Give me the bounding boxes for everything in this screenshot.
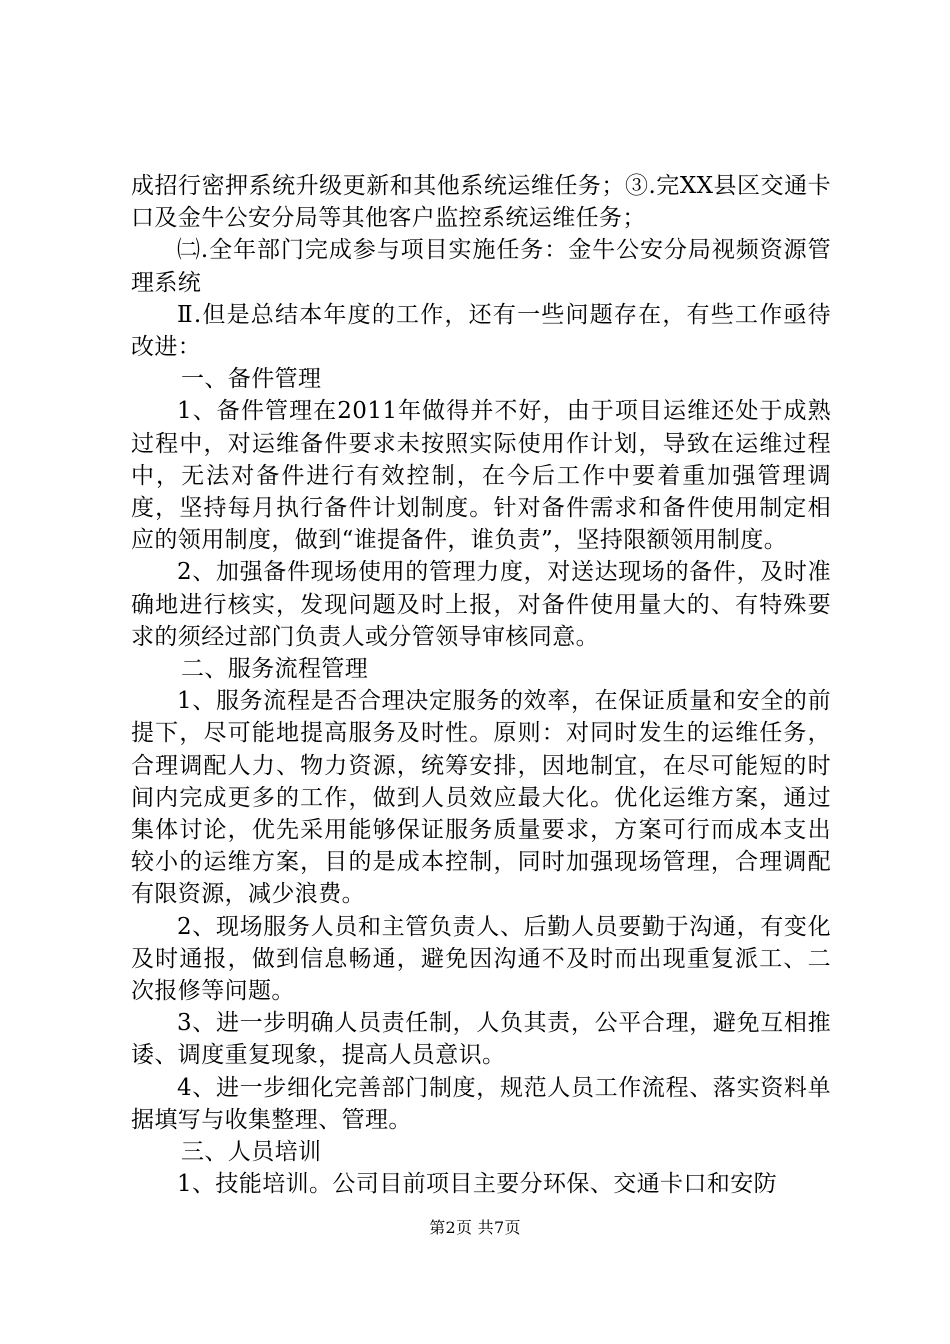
paragraph-service-process-1: 1、服务流程是否合理决定服务的效率，在保证质量和安全的前提下，尽可能地提高服务及时性。原则：对同时发生的运维任务，合理调配人力、物力资源，统筹安排，因地制宜，在尽可能短的时间内完成更多的工作，做到人员效应最大化。优化运维方案，通过集体讨论，优先采用能够保证服务质量要求，方案可行而成本支出较小的运维方案，目的是成本控制，同时加强现场管理，合理调配有限资源，减少浪费。 <box>131 688 831 908</box>
section-heading-spare-parts: 一、备件管理 <box>181 366 322 393</box>
paragraph-service-process-2: 2、现场服务人员和主管负责人、后勤人员要勤于沟通，有变化及时通报，做到信息畅通，避免因沟通不及时而出现重复派工、二次报修等问题。 <box>131 913 831 1005</box>
paragraph-spare-parts-1: 1、备件管理在2011年做得并不好，由于项目运维还处于成熟过程中，对运维备件要求未按照实际使用作计划，导致在运维过程中，无法对备件进行有效控制，在今后工作中要着重加强管理调度，坚持每月执行备件计划制度。针对备件需求和备件使用制定相应的领用制度，做到“谁提备件，谁负责”，坚持限额领用制度。 <box>131 398 831 554</box>
paragraph-project-implementation: ㈡.全年部门完成参与项目实施任务：金牛公安分局视频资源管理系统 <box>131 237 831 296</box>
section-heading-training: 三、人员培训 <box>181 1139 322 1166</box>
paragraph-task-continuation: 成招行密押系统升级更新和其他系统运维任务；③.完XX县区交通卡口及金牛公安分局等其他客户监控系统运维任务； <box>131 173 831 232</box>
document-body <box>131 170 831 1201</box>
paragraph-training-1: 1、技能培训。公司目前项目主要分环保、交通卡口和安防 <box>177 1171 778 1198</box>
paragraph-service-process-4: 4、进一步细化完善部门制度，规范人员工作流程、落实资料单据填写与收集整理、管理。 <box>131 1074 831 1133</box>
paragraph-service-process-3: 3、进一步明确人员责任制，人负其责，公平合理，避免互相推诿、调度重复现象，提高人员意识。 <box>131 1010 831 1069</box>
paragraph-problems-intro: Ⅱ.但是总结本年度的工作，还有一些问题存在，有些工作亟待改进： <box>131 301 831 361</box>
paragraph-spare-parts-2: 2、加强备件现场使用的管理力度，对送达现场的备件，及时准确地进行核实，发现问题及时上报，对备件使用量大的、有特殊要求的须经过部门负责人或分管领导审核同意。 <box>131 559 831 650</box>
page-footer: 第2页 共7页 <box>429 1218 521 1237</box>
section-heading-service-process: 二、服务流程管理 <box>181 656 369 683</box>
